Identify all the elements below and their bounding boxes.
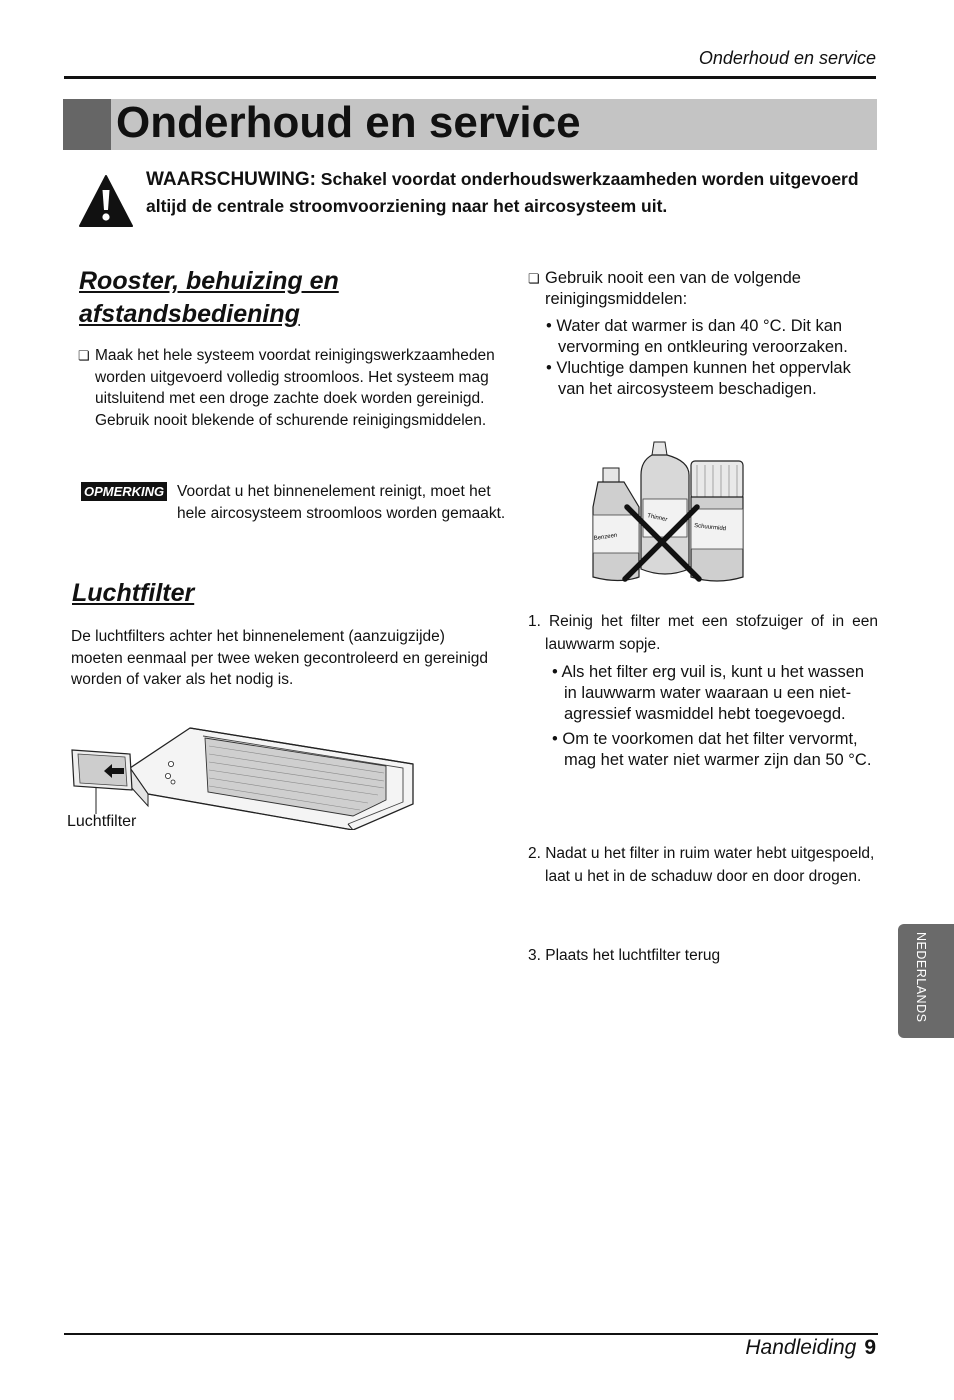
note-text: Voordat u het binnenelement reinigt, moet het hele aircosysteem stroomloos worden gemaakt. [177,483,506,522]
rooster-bullet-text: Maak het hele systeem voordat reinigingswerkzaamheden worden uitgevoerd volledig stroomloos. Het systeem mag uitsluitend met een droge zachte doek worden gereinigd. [95,347,495,407]
warning-body: Schakel voordat onderhoudswerkzaamheden worden uitgevoerd altijd de centrale stroomvoorziening naar het aircosysteem uit. [146,169,859,216]
luchtfilter-paragraph: De luchtfilters achter het binnenelement (aanzuigzijde) moeten eenmaal per twee weken gecontroleerd en gereinigd worden of vaker als het nodig is. [71,628,489,688]
heading-rooster: Rooster, behuizing en afstandsbediening [79,267,339,328]
running-head: Onderhoud en service [698,48,876,68]
cleaning-intro: Gebruik nooit een van de volgende reinigingsmiddelen: [545,269,801,308]
cleaning-bottles-illustration [583,437,753,587]
bottle-label-benzeen: Benzeen [593,532,618,542]
language-tab [898,924,954,1038]
square-bullet-icon: ❏ [78,348,90,363]
cleaning-warning-block [528,268,878,400]
list-item: • Vluchtige dampen kunnen het oppervlak van het aircosysteem beschadigen. [546,359,851,398]
list-item: • Als het filter erg vuil is, kunt u het wassen in lauwwarm water waaraan u een niet-agressief wasmiddel hebt toegevoegd. [552,663,865,723]
footer-label: Handleiding [745,1336,857,1359]
bottle-label-thinner: Thinner [646,513,668,524]
square-bullet-icon: ❏ [528,271,540,286]
step-1 [528,610,878,771]
title-accent-block [63,99,111,150]
list-item: • Om te voorkomen dat het filter vervormt, mag het water niet warmer zijn dan 50 °C. [552,730,872,769]
heading-luchtfilter: Luchtfilter [72,579,195,607]
note-badge: OPMERKING [81,482,167,501]
warning-label: WAARSCHUWING: [146,169,316,190]
page-number: 9 [864,1336,876,1359]
footer [600,1336,876,1360]
page-title: Onderhoud en service [116,98,581,147]
bottom-rule [64,1333,878,1335]
warning-icon [78,174,134,228]
step-3-text: 3. Plaats het luchtfilter terug [528,947,721,964]
figure-label-luchtfilter: Luchtfilter [67,813,137,830]
step-2-text: 2. Nadat u het filter in ruim water hebt uitgespoeld, laat u het in de schaduw door en door drogen. [528,845,875,885]
top-rule [64,76,876,79]
step-1-text: 1. Reinig het filter met een stofzuiger of in een lauwwarm sopje. [528,613,878,653]
warning-text [146,166,886,220]
list-item: • Water dat warmer is dan 40 °C. Dit kan vervorming en ontkleuring veroorzaken. [546,317,848,356]
rooster-bullet-text-2: Gebruik nooit blekende of schurende reinigingsmiddelen. [95,411,487,429]
rooster-bullet [78,345,518,431]
language-tab-label: NEDERLANDS [914,932,928,1023]
bottle-label-schuurmidd: Schuurmidd [693,523,727,533]
